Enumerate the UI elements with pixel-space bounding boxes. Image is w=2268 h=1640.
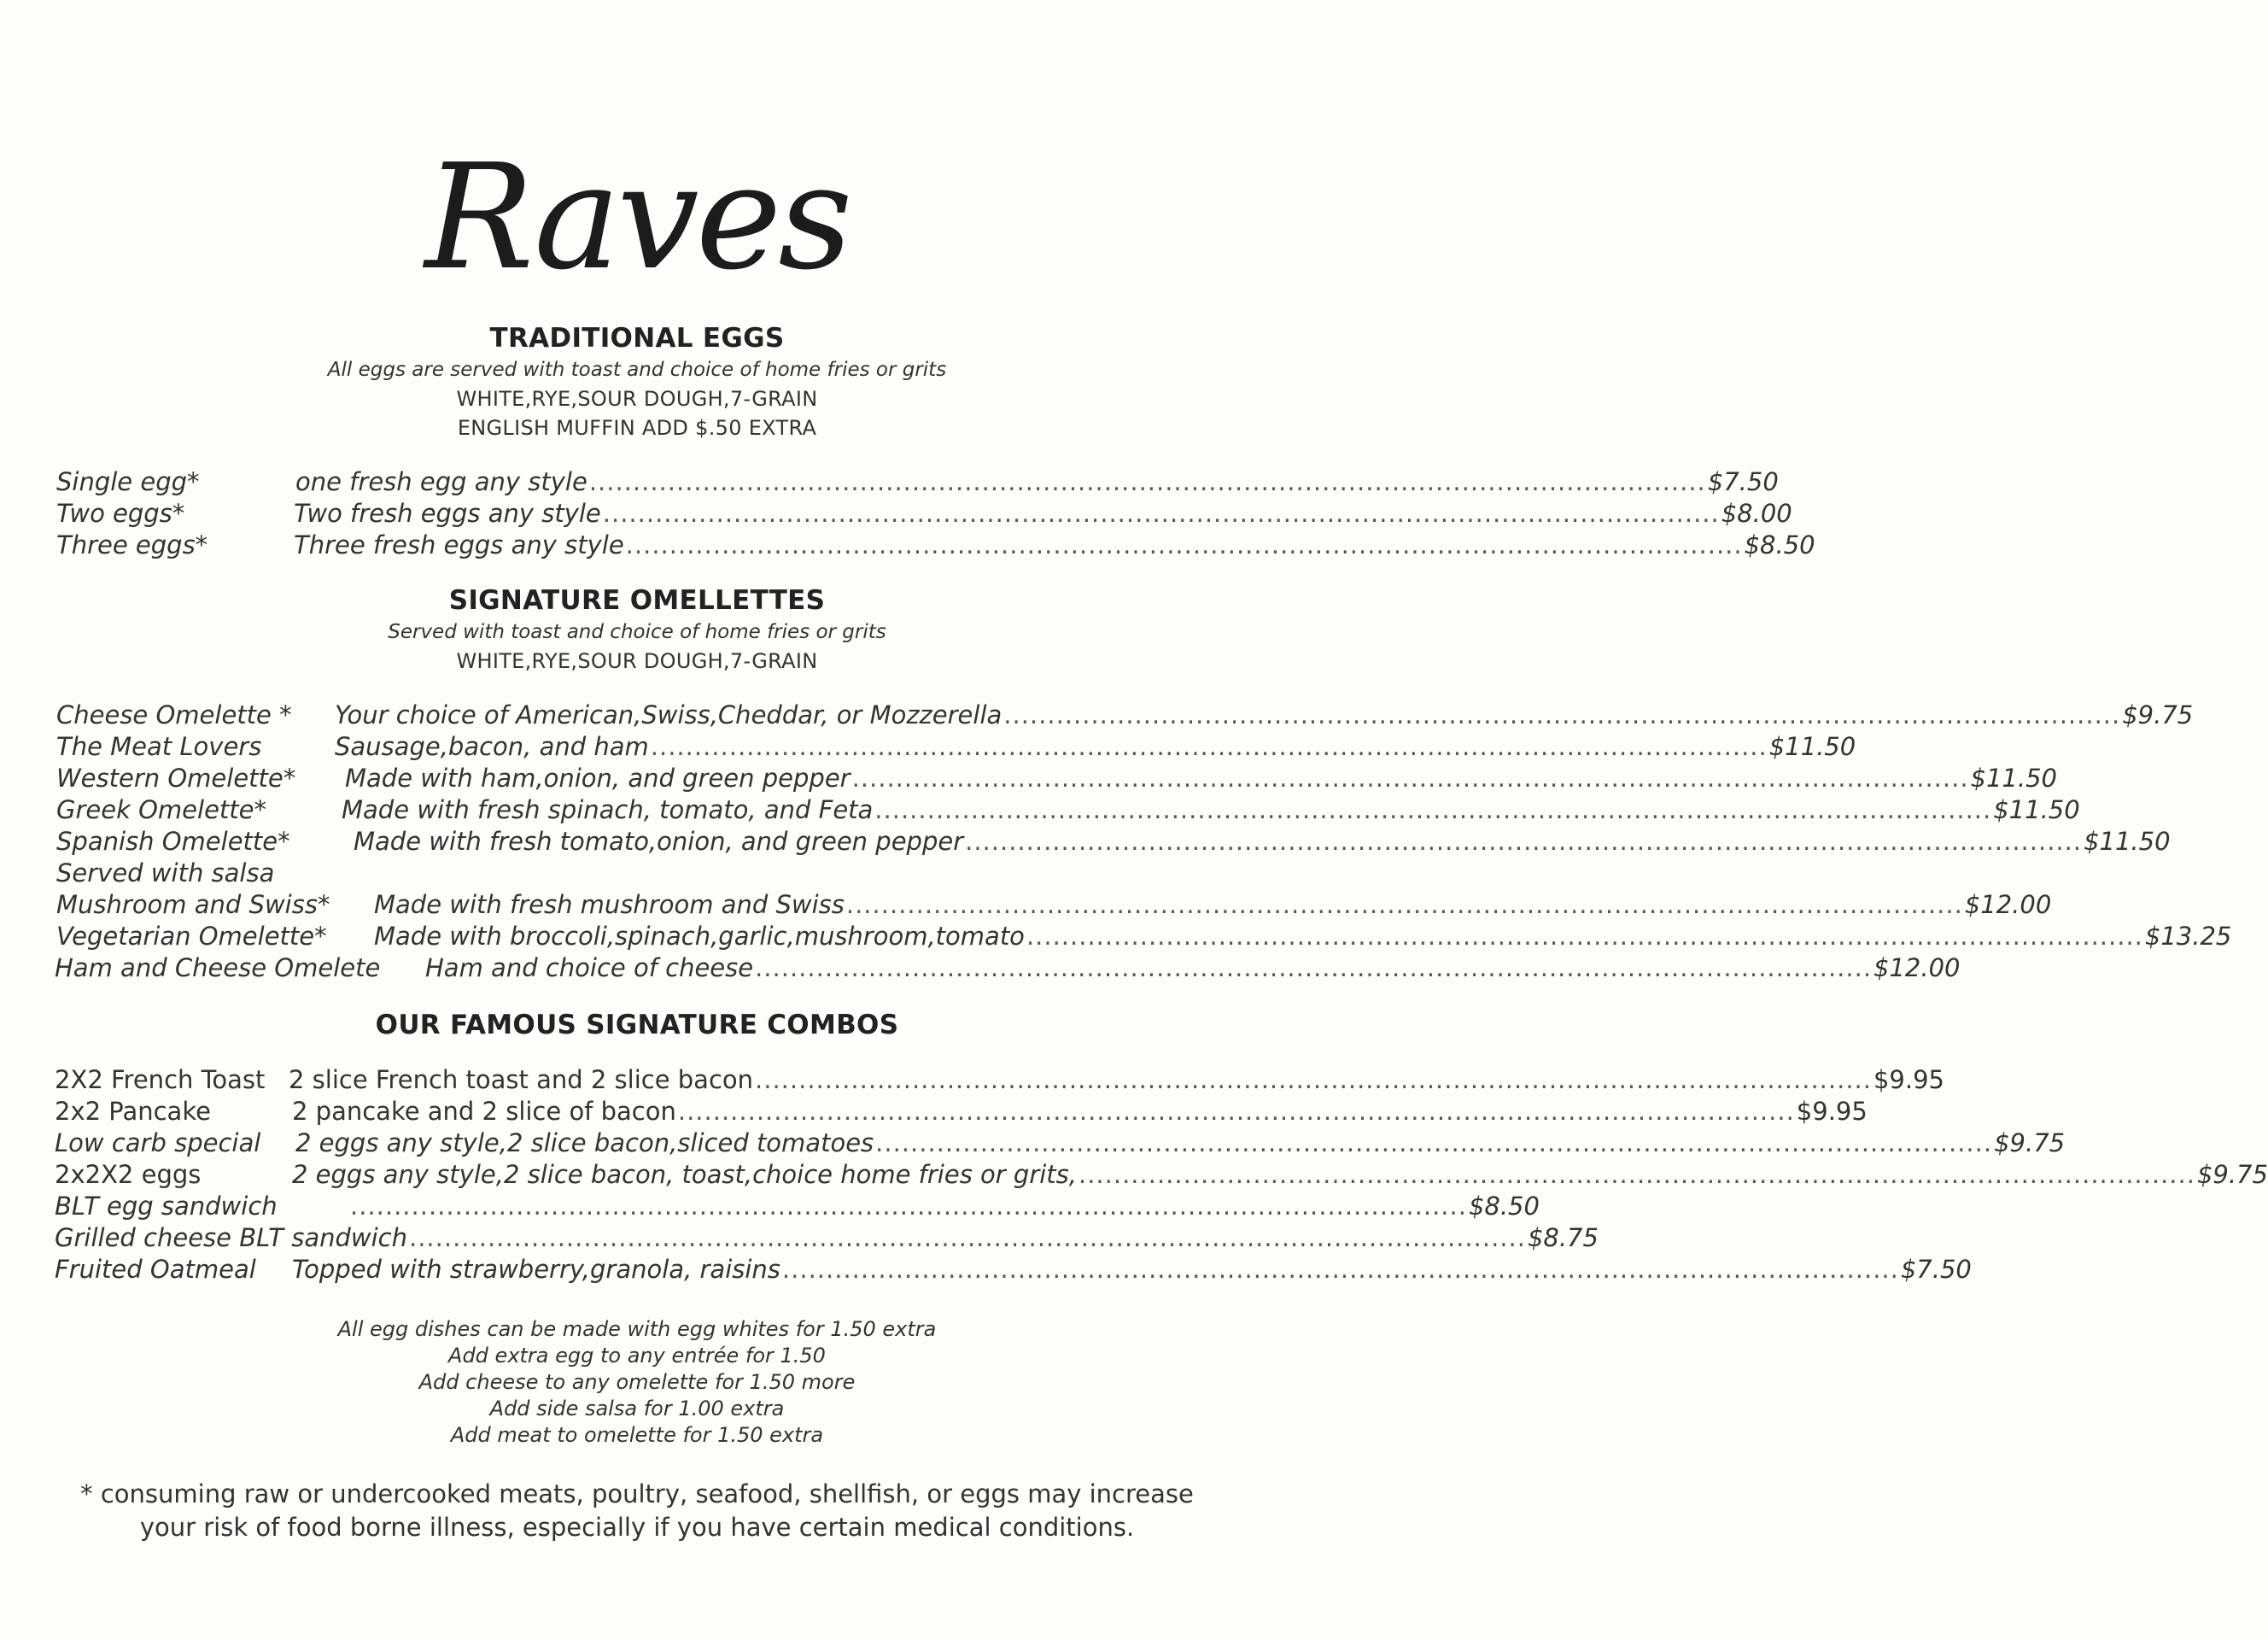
item-price: $11.50 bbox=[1993, 795, 2080, 824]
item-description: Ham and choice of cheese bbox=[425, 953, 754, 982]
item-price: $9.95 bbox=[1873, 1065, 1944, 1094]
item-description: Sausage,bacon, and ham bbox=[335, 732, 649, 761]
item-name: Spanish Omelette* bbox=[56, 827, 290, 856]
menu-item bbox=[55, 1158, 2268, 1191]
menu-item bbox=[55, 1127, 2066, 1159]
note-add-cheese: Add cheese to any omelette for 1.50 more bbox=[418, 1370, 856, 1394]
item-name: The Meat Lovers bbox=[56, 732, 262, 761]
combos-title: OUR FAMOUS SIGNATURE COMBOS bbox=[375, 1010, 899, 1040]
menu-item bbox=[55, 1253, 1972, 1286]
item-name: Grilled cheese BLT sandwich bbox=[55, 1223, 407, 1252]
item-name: Two eggs* bbox=[56, 499, 185, 528]
item-price: $12.00 bbox=[1873, 953, 1961, 982]
menu-item bbox=[56, 497, 1792, 530]
item-name: Three eggs* bbox=[56, 530, 208, 559]
restaurant-logo: Raves bbox=[424, 133, 850, 302]
item-description: 2 pancake and 2 slice of bacon bbox=[292, 1097, 676, 1126]
dot-leader: ................................................................................................................................ bbox=[602, 499, 1720, 528]
menu-item bbox=[56, 794, 2080, 826]
menu-item bbox=[55, 1221, 1599, 1254]
note-egg-whites: All egg dishes can be made with egg whites for 1.50 extra bbox=[337, 1317, 937, 1341]
item-description: Made with fresh spinach, tomato, and Feta bbox=[342, 795, 874, 824]
dot-leader: ................................................................................................................................ bbox=[851, 764, 1969, 793]
menu-item bbox=[55, 1190, 1540, 1222]
item-description: Made with ham,onion, and green pepper bbox=[345, 764, 850, 793]
menu-item bbox=[56, 730, 1856, 763]
item-price: $9.95 bbox=[1796, 1097, 1868, 1126]
dot-leader: ................................................................................................................................ bbox=[650, 732, 1768, 761]
item-price: $8.50 bbox=[1744, 530, 1815, 559]
note-extra-egg: Add extra egg to any entrée for 1.50 bbox=[448, 1344, 826, 1368]
dot-leader: ................................................................................................................................ bbox=[755, 953, 1873, 982]
item-price: $11.50 bbox=[1970, 764, 2058, 793]
item-price: $8.00 bbox=[1721, 499, 1792, 528]
item-price: $7.50 bbox=[1900, 1255, 1972, 1284]
item-description: Made with fresh tomato,onion, and green pepper bbox=[354, 827, 964, 856]
item-name: Fruited Oatmeal bbox=[55, 1255, 256, 1284]
omelettes-subtitle: Served with toast and choice of home fries or grits bbox=[388, 621, 886, 643]
menu-item bbox=[55, 1063, 1944, 1096]
dot-leader: ................................................................................................................................ bbox=[1026, 922, 2143, 951]
dot-leader: ................................................................................................................................ bbox=[409, 1223, 1526, 1252]
traditional-eggs-title: TRADITIONAL EGGS bbox=[489, 323, 785, 354]
item-name: 2X2 French Toast bbox=[55, 1065, 266, 1094]
item-price: $7.50 bbox=[1707, 467, 1779, 496]
menu-item bbox=[55, 952, 1961, 984]
disclaimer-line-2: your risk of food borne illness, especially if you have certain medical conditions. bbox=[139, 1513, 1135, 1542]
item-description: Topped with strawberry,granola, raisins bbox=[292, 1255, 780, 1284]
item-price: $12.00 bbox=[1964, 890, 2052, 919]
menu-item bbox=[56, 825, 2171, 858]
item-description: Made with broccoli,spinach,garlic,mushroom,tomato bbox=[374, 922, 1025, 951]
menu-item bbox=[56, 466, 1779, 498]
dot-leader: ................................................................................................................................ bbox=[755, 1065, 1872, 1094]
item-description: Made with fresh mushroom and Swiss bbox=[374, 890, 845, 919]
item-name: Vegetarian Omelette* bbox=[56, 922, 327, 951]
item-description: 2 slice French toast and 2 slice bacon bbox=[289, 1065, 754, 1094]
menu-item bbox=[56, 699, 2194, 731]
dot-leader: ................................................................................................................................ bbox=[874, 795, 1992, 824]
item-name: Cheese Omelette * bbox=[56, 700, 292, 729]
note-side-salsa: Add side salsa for 1.00 extra bbox=[489, 1397, 785, 1420]
dot-leader: ................................................................................................................................ bbox=[875, 1128, 1993, 1157]
menu-item bbox=[55, 1095, 1868, 1128]
item-name: Western Omelette* bbox=[56, 764, 296, 793]
dot-leader: ................................................................................................................................ bbox=[1003, 700, 2121, 729]
dot-leader: ................................................................................................................................ bbox=[625, 530, 1743, 559]
traditional-eggs-subtitle: All eggs are served with toast and choice of home fries or grits bbox=[327, 359, 947, 381]
dot-leader: ................................................................................................................................ bbox=[588, 467, 1706, 496]
menu-item bbox=[56, 920, 2232, 952]
item-description: 2 eggs any style,2 slice bacon, toast,choice home fries or grits, bbox=[292, 1160, 1077, 1189]
item-name: 2x2X2 eggs bbox=[55, 1160, 202, 1189]
item-description: 2 eggs any style,2 slice bacon,sliced tomatoes bbox=[295, 1128, 874, 1157]
item-price: $11.50 bbox=[1768, 732, 1856, 761]
item-description: one fresh egg any style bbox=[295, 467, 587, 496]
item-price: $9.75 bbox=[2122, 700, 2194, 729]
salsa-note: Served with salsa bbox=[56, 858, 275, 887]
dot-leader: ................................................................................................................................ bbox=[781, 1255, 1899, 1284]
item-name: Mushroom and Swiss* bbox=[56, 890, 330, 919]
item-price: $8.75 bbox=[1527, 1223, 1599, 1252]
traditional-eggs-extra: ENGLISH MUFFIN ADD $.50 EXTRA bbox=[457, 416, 817, 440]
item-price: $9.75 bbox=[1994, 1128, 2066, 1157]
item-name: Greek Omelette* bbox=[56, 795, 266, 824]
item-name: Single egg* bbox=[56, 467, 200, 496]
traditional-eggs-breads: WHITE,RYE,SOUR DOUGH,7-GRAIN bbox=[456, 387, 818, 411]
disclaimer-line-1: * consuming raw or undercooked meats, poultry, seafood, shellfish, or eggs may increase bbox=[80, 1479, 1194, 1508]
item-description: Your choice of American,Swiss,Cheddar, or Mozzerella bbox=[335, 700, 1002, 729]
item-price: $9.75 bbox=[2196, 1160, 2268, 1189]
item-name: 2x2 Pancake bbox=[55, 1097, 211, 1126]
dot-leader: ................................................................................................................................ bbox=[965, 827, 2083, 856]
omelettes-breads: WHITE,RYE,SOUR DOUGH,7-GRAIN bbox=[456, 649, 818, 673]
item-name: Ham and Cheese Omelete bbox=[55, 953, 381, 982]
dot-leader: ................................................................................................................................ bbox=[350, 1192, 1467, 1221]
menu-item bbox=[56, 888, 2052, 921]
menu-item bbox=[56, 529, 1815, 561]
item-description: Two fresh eggs any style bbox=[294, 499, 601, 528]
note-add-meat: Add meat to omelette for 1.50 extra bbox=[450, 1423, 824, 1447]
item-price: $13.25 bbox=[2144, 922, 2232, 951]
item-name: Low carb special bbox=[55, 1128, 261, 1157]
dot-leader: ................................................................................................................................ bbox=[677, 1097, 1795, 1126]
item-description: Three fresh eggs any style bbox=[294, 530, 624, 559]
item-price: $11.50 bbox=[2084, 827, 2171, 856]
dot-leader: ................................................................................................................................ bbox=[845, 890, 1963, 919]
item-price: $8.50 bbox=[1468, 1192, 1540, 1221]
omelettes-title: SIGNATURE OMELLETTES bbox=[448, 585, 826, 616]
menu-item bbox=[56, 762, 2058, 794]
item-name: BLT egg sandwich bbox=[55, 1192, 278, 1221]
menu-item-note bbox=[56, 857, 569, 889]
dot-leader: ................................................................................................................................ bbox=[1078, 1160, 2195, 1189]
